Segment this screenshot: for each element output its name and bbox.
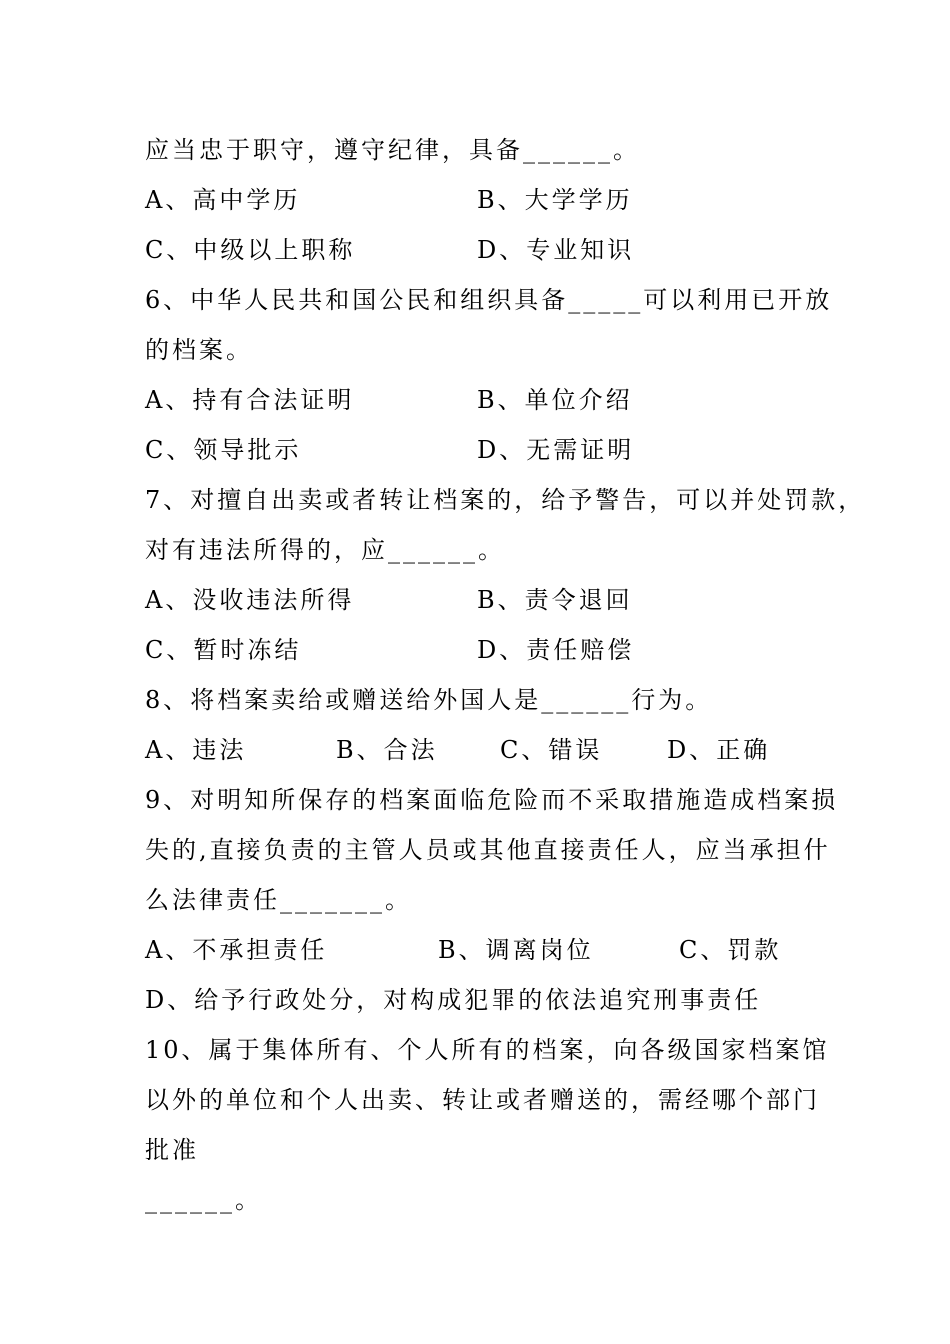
- question-9-line-2: 失的,直接负责的主管人员或其他直接责任人，应当承担什: [145, 836, 831, 864]
- q8-option-d: D、正确: [667, 736, 771, 764]
- q9-option-b: B、调离岗位: [438, 936, 594, 964]
- question-10-line-2: 以外的单位和个人出卖、转让或者赠送的，需经哪个部门: [145, 1086, 820, 1114]
- q6-option-b: B、单位介绍: [477, 386, 633, 414]
- q9-option-d: D、给予行政处分，对构成犯罪的依法追究刑事责任: [145, 986, 762, 1014]
- q8-option-c: C、错误: [500, 736, 603, 764]
- question-10-line-4: ______。: [145, 1186, 262, 1214]
- q7-option-d: D、责任赔偿: [477, 636, 635, 664]
- question-5-tail: 应当忠于职守，遵守纪律，具备______。: [145, 136, 640, 164]
- question-9-line-3: 么法律责任_______。: [145, 886, 412, 914]
- q5-option-b: B、大学学历: [477, 186, 633, 214]
- q7-option-b: B、责令退回: [477, 586, 633, 614]
- question-7-line-1: 7、对擅自出卖或者转让档案的，给予警告，可以并处罚款，: [145, 486, 866, 514]
- q9-option-a: A、不承担责任: [145, 936, 328, 964]
- question-10-line-3: 批准: [145, 1136, 199, 1164]
- q8-option-b: B、合法: [336, 736, 438, 764]
- q6-option-d: D、无需证明: [477, 436, 635, 464]
- q5-option-c: C、中级以上职称: [145, 236, 356, 264]
- question-8-line-1: 8、将档案卖给或赠送给外国人是______行为。: [145, 686, 713, 714]
- q9-option-c: C、罚款: [679, 936, 782, 964]
- question-7-line-2: 对有违法所得的，应______。: [145, 536, 505, 564]
- q6-option-c: C、领导批示: [145, 436, 302, 464]
- q7-option-a: A、没收违法所得: [145, 586, 355, 614]
- q7-option-c: C、暂时冻结: [145, 636, 302, 664]
- q6-option-a: A、持有合法证明: [145, 386, 355, 414]
- q5-option-a: A、高中学历: [145, 186, 301, 214]
- question-6-line-2: 的档案。: [145, 336, 253, 364]
- q5-option-d: D、专业知识: [477, 236, 635, 264]
- question-6-line-1: 6、中华人民共和国公民和组织具备_____可以利用已开放: [145, 286, 833, 314]
- question-10-line-1: 10、属于集体所有、个人所有的档案，向各级国家档案馆: [145, 1036, 830, 1064]
- q8-option-a: A、违法: [145, 736, 247, 764]
- question-9-line-1: 9、对明知所保存的档案面临危险而不采取措施造成档案损: [145, 786, 839, 814]
